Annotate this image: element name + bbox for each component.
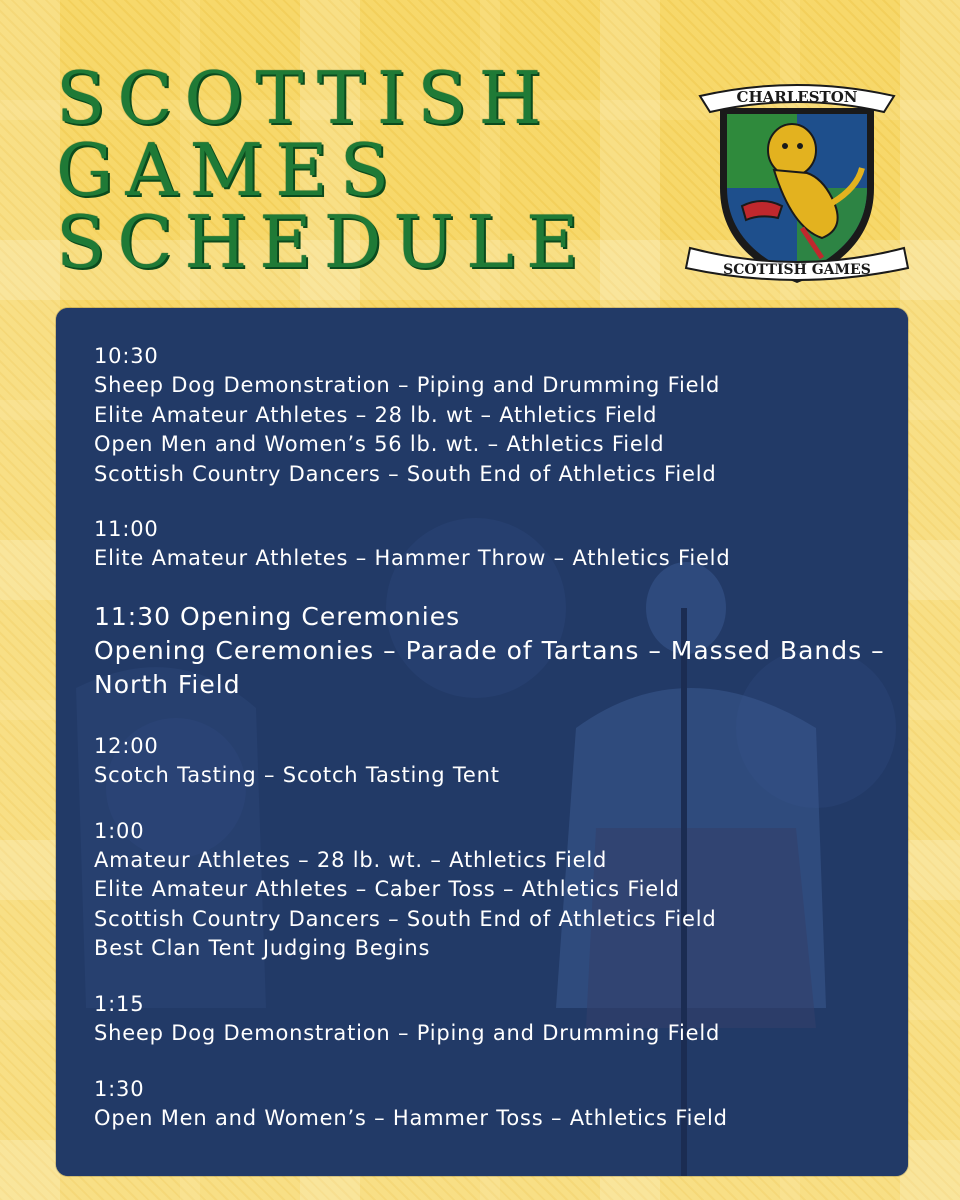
schedule-item: Open Men and Women’s 56 lb. wt. – Athletics Field bbox=[94, 432, 665, 457]
schedule-time: 1:00 bbox=[94, 818, 145, 843]
schedule-item: Opening Ceremonies – Parade of Tartans – Massed Bands – North Field bbox=[94, 635, 885, 699]
charleston-scottish-games-logo bbox=[682, 78, 912, 293]
logo-bottom-text: SCOTTISH GAMES bbox=[723, 262, 871, 278]
schedule-item: Open Men and Women’s – Hammer Toss – Athletics Field bbox=[94, 1105, 728, 1130]
schedule-time: 12:00 bbox=[94, 733, 159, 758]
schedule-item: Scottish Country Dancers – South End of Athletics Field bbox=[94, 461, 717, 486]
schedule-list bbox=[94, 342, 888, 1159]
schedule-item: Scotch Tasting – Scotch Tasting Tent bbox=[94, 763, 500, 788]
schedule-block-featured bbox=[94, 600, 888, 702]
schedule-item: Elite Amateur Athletes – Caber Toss – Athletics Field bbox=[94, 877, 680, 902]
schedule-block bbox=[94, 732, 888, 791]
schedule-item: Sheep Dog Demonstration – Piping and Drumming Field bbox=[94, 373, 721, 398]
schedule-panel bbox=[56, 308, 908, 1176]
schedule-item: Amateur Athletes – 28 lb. wt. – Athletics Field bbox=[94, 848, 608, 873]
schedule-time: 1:15 bbox=[94, 991, 145, 1016]
schedule-item: Elite Amateur Athletes – 28 lb. wt – Athletics Field bbox=[94, 402, 658, 427]
schedule-time: 11:30 Opening Ceremonies bbox=[94, 601, 461, 631]
schedule-item: Elite Amateur Athletes – Hammer Throw – Athletics Field bbox=[94, 546, 731, 571]
schedule-block bbox=[94, 342, 888, 489]
schedule-block bbox=[94, 1075, 888, 1134]
schedule-item: Best Clan Tent Judging Begins bbox=[94, 936, 431, 961]
title-line-1: SCOTTISH bbox=[56, 56, 554, 140]
title-line-3: SCHEDULE bbox=[56, 200, 591, 284]
page-title bbox=[56, 56, 591, 284]
logo-top-text: CHARLESTON bbox=[736, 88, 858, 106]
schedule-block bbox=[94, 515, 888, 574]
schedule-time: 11:00 bbox=[94, 517, 159, 542]
lion-crest-icon bbox=[720, 108, 874, 283]
schedule-item: Scottish Country Dancers – South End of Athletics Field bbox=[94, 906, 717, 931]
schedule-block bbox=[94, 817, 888, 964]
schedule-time: 1:30 bbox=[94, 1076, 145, 1101]
schedule-item: Sheep Dog Demonstration – Piping and Drumming Field bbox=[94, 1021, 721, 1046]
top-ribbon bbox=[700, 85, 894, 112]
schedule-block bbox=[94, 990, 888, 1049]
schedule-time: 10:30 bbox=[94, 344, 159, 368]
title-line-2: GAMES bbox=[56, 128, 402, 212]
